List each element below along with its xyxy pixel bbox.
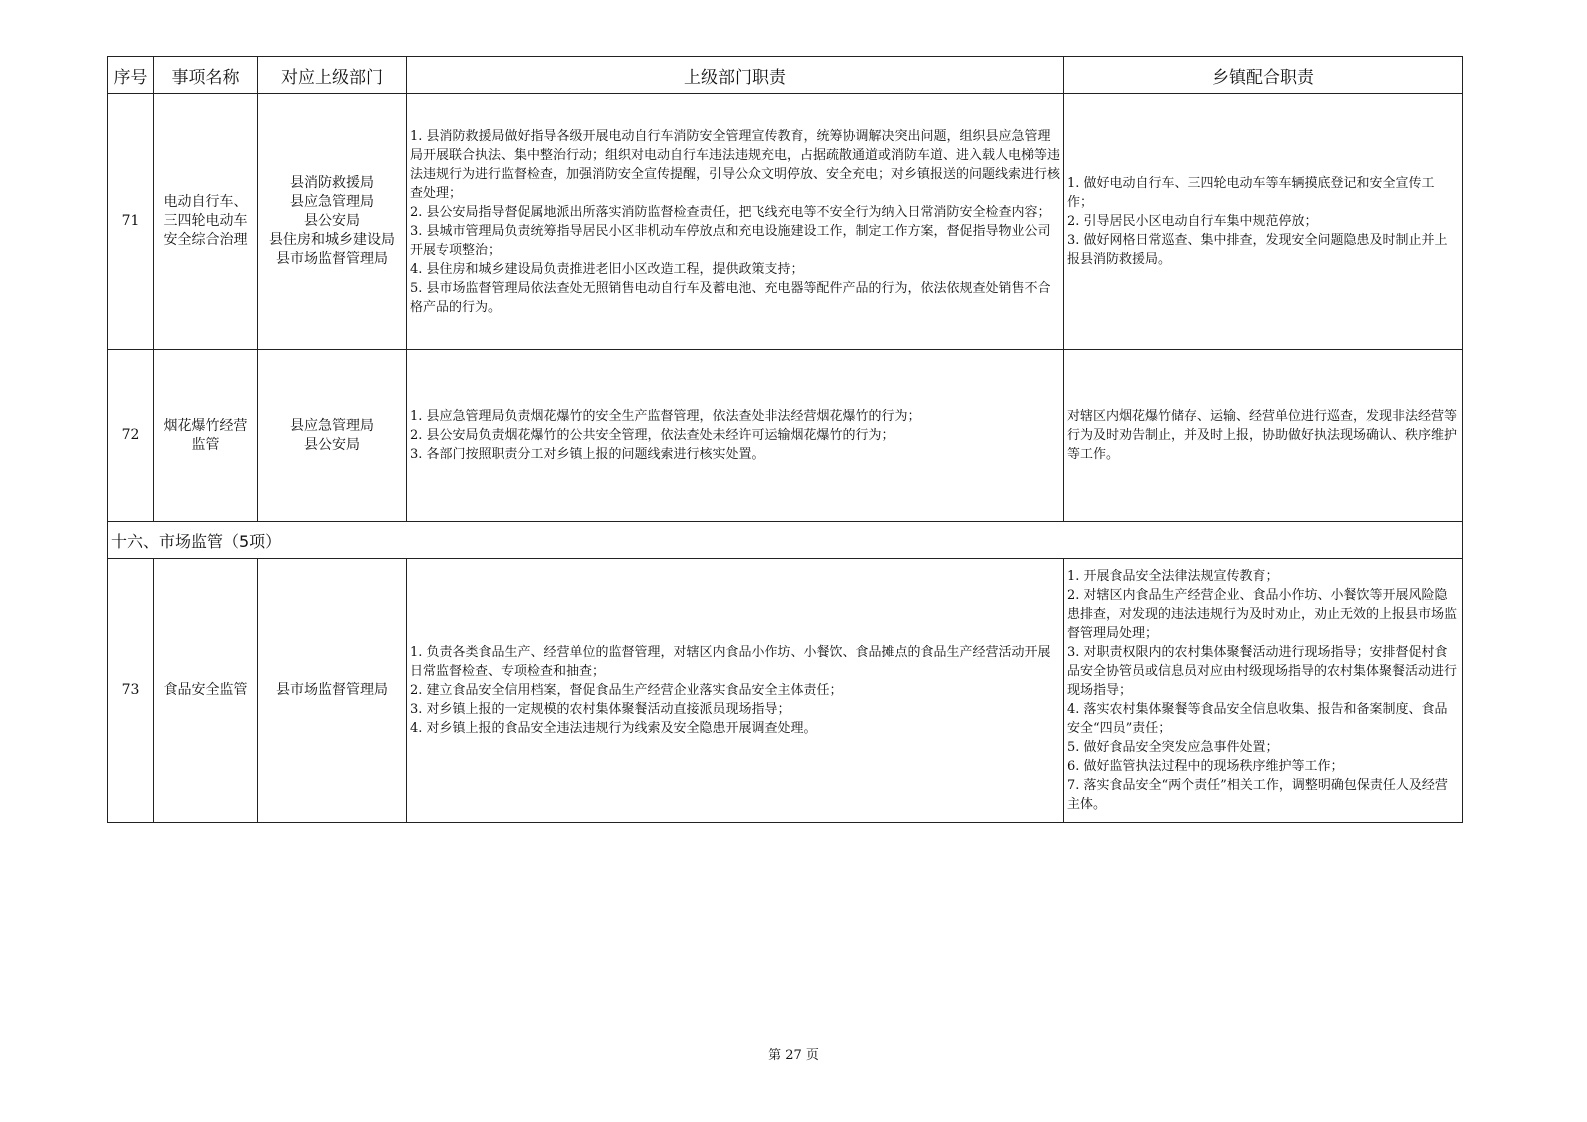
row-duties: [407, 559, 1064, 823]
row-duties: [407, 94, 1064, 350]
coop-item: 1. 做好电动自行车、三四轮电动车等车辆摸底登记和安全宣传工作；: [1067, 176, 1435, 210]
row-coop: [1064, 94, 1463, 350]
table-row: [108, 559, 1463, 823]
duty-item: 1. 负责各类食品生产、经营单位的监督管理，对辖区内食品小作坊、小餐饮、食品摊点的食品生产经营活动开展日常监督检查、专项检查和抽查；: [410, 645, 1051, 679]
header-duties: 上级部门职责: [407, 57, 1064, 94]
row-name: 烟花爆竹经营 监管: [154, 350, 258, 522]
section-title: 十六、市场监管（5项）: [108, 522, 1463, 559]
table-row: [108, 350, 1463, 522]
row-no: 72: [108, 350, 154, 522]
coop-item: 2. 引导居民小区电动自行车集中规范停放；: [1067, 214, 1318, 229]
row-coop: [1064, 559, 1463, 823]
row-dept: 县消防救援局 县应急管理局 县公安局 县住房和城乡建设局 县市场监督管理局: [258, 94, 407, 350]
page-number: 第 27 页: [768, 1048, 819, 1063]
duty-item: 5. 县市场监督管理局依法查处无照销售电动自行车及蓄电池、充电器等配件产品的行为，依法依规查处销售不合格产品的行为。: [410, 280, 1051, 315]
section-row: [108, 522, 1463, 559]
coop-item: 4. 落实农村集体聚餐等食品安全信息收集、报告和备案制度、食品安全“四员”责任；: [1067, 702, 1448, 736]
coop-item: 5. 做好食品安全突发应急事件处置；: [1067, 740, 1279, 755]
duty-item: 2. 县公安局指导督促属地派出所落实消防监督检查责任，把飞线充电等不安全行为纳入日常消防安全检查内容；: [410, 204, 1051, 220]
table-row: [108, 94, 1463, 350]
row-dept: 县市场监督管理局: [258, 559, 407, 823]
duty-item: 3. 县城市管理局负责统筹指导居民小区非机动车停放点和充电设施建设工作，制定工作方案，督促指导物业公司开展专项整治；: [410, 223, 1051, 258]
coop-item: 3. 做好网格日常巡查、集中排查，发现安全问题隐患及时制止并上报县消防救援局。: [1067, 233, 1448, 267]
coop-item: 对辖区内烟花爆竹储存、运输、经营单位进行巡查，发现非法经营等行为及时劝告制止，并及时上报，协助做好执法现场确认、秩序维护等工作。: [1067, 409, 1458, 462]
row-duties: [407, 350, 1064, 522]
duty-item: 1. 县消防救援局做好指导各级开展电动自行车消防安全管理宣传教育，统筹协调解决突出问题，组织县应急管理局开展联合执法、集中整治行动；组织对电动自行车违法违规充电，占据疏散通道或消防车道、进入载人电梯等违法违规行为进行监督检查，加强消防安全宣传提醒，引导公众文明停放、安全充电；对乡镇报送的问题线索进行核查处理；: [410, 128, 1061, 201]
row-no: 73: [108, 559, 154, 823]
duty-item: 3. 对乡镇上报的一定规模的农村集体聚餐活动直接派员现场指导；: [410, 702, 791, 717]
header-name: 事项名称: [154, 57, 258, 94]
row-dept: 县应急管理局 县公安局: [258, 350, 407, 522]
coop-item: 6. 做好监管执法过程中的现场秩序维护等工作；: [1067, 759, 1344, 774]
row-coop: [1064, 350, 1463, 522]
coop-item: 7. 落实食品安全“两个责任”相关工作，调整明确包保责任人及经营主体。: [1067, 778, 1448, 812]
duty-item: 1. 县应急管理局负责烟花爆竹的安全生产监督管理，依法查处非法经营烟花爆竹的行为；: [410, 409, 921, 424]
header-row: [108, 57, 1463, 94]
duty-table: [107, 56, 1463, 823]
duty-item: 2. 建立食品安全信用档案，督促食品生产经营企业落实食品安全主体责任；: [410, 683, 843, 698]
header-no: 序号: [108, 57, 154, 94]
coop-item: 3. 对职责权限内的农村集体聚餐活动进行现场指导；安排督促村食品安全协管员或信息员对应由村级现场指导的农村集体聚餐活动进行现场指导；: [1067, 645, 1458, 698]
coop-item: 2. 对辖区内食品生产经营企业、食品小作坊、小餐饮等开展风险隐患排查，对发现的违法违规行为及时劝止，劝止无效的上报县市场监督管理局处理；: [1067, 588, 1458, 641]
header-dept: 对应上级部门: [258, 57, 407, 94]
row-name: 食品安全监管: [154, 559, 258, 823]
coop-item: 1. 开展食品安全法律法规宣传教育；: [1067, 569, 1279, 584]
duty-item: 3. 各部门按照职责分工对乡镇上报的问题线索进行核实处置。: [410, 447, 765, 462]
duty-item: 2. 县公安局负责烟花爆竹的公共安全管理，依法查处未经许可运输烟花爆竹的行为；: [410, 428, 895, 443]
header-coop: 乡镇配合职责: [1064, 57, 1463, 94]
duty-item: 4. 县住房和城乡建设局负责推进老旧小区改造工程，提供政策支持；: [410, 261, 804, 277]
row-no: 71: [108, 94, 154, 350]
row-name: 电动自行车、 三四轮电动车 安全综合治理: [154, 94, 258, 350]
duty-item: 4. 对乡镇上报的食品安全违法违规行为线索及安全隐患开展调查处理。: [410, 721, 817, 736]
